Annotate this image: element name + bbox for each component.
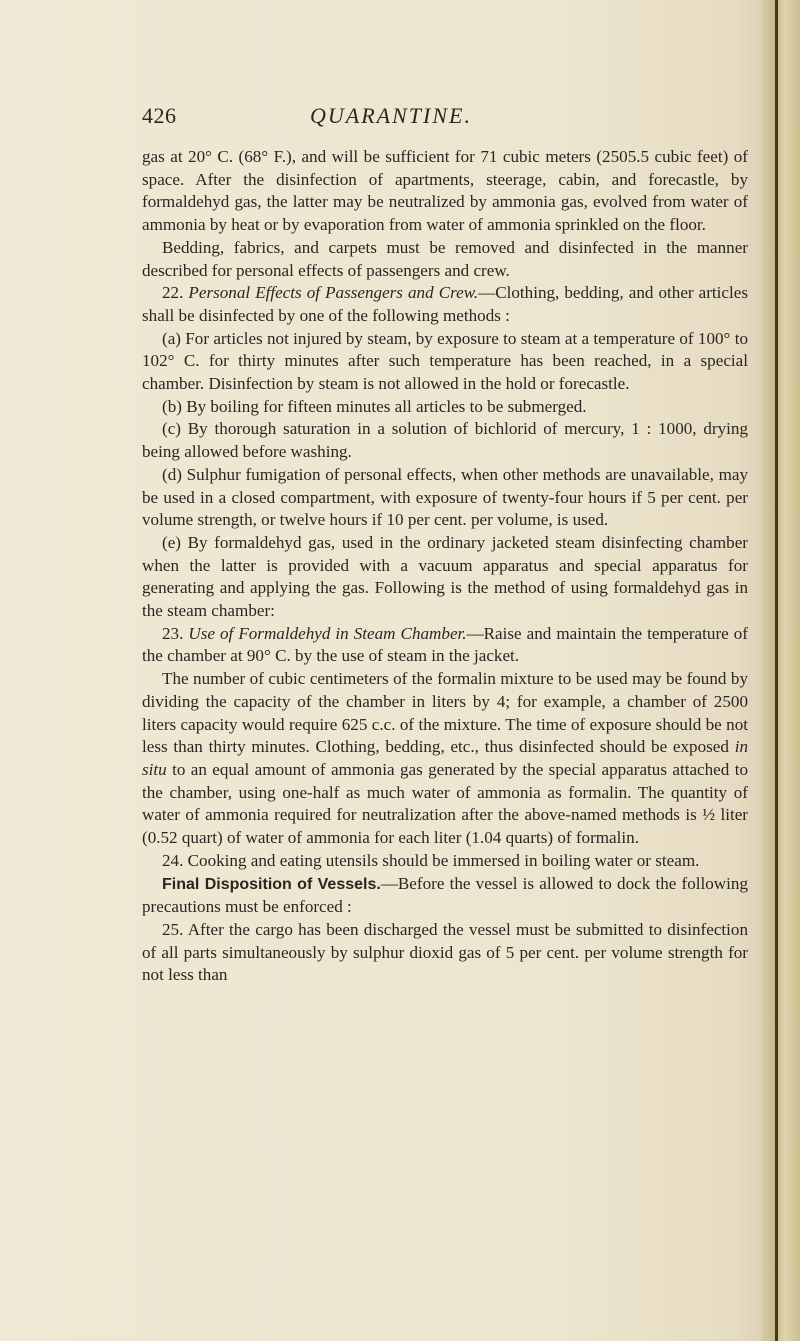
section-25: 25. After the cargo has been discharged the vessel must be submitted to disinfection of all parts simultaneously by sulphur dioxid gas of 5 per cent. per volume strength for not less than bbox=[142, 919, 748, 985]
page-edge-shadow bbox=[775, 0, 778, 1341]
formalin-text-part2: to an equal amount of ammonia gas generated by the special apparatus attached to the chamber, using one-half as much water of ammonia as formalin. The quantity of water of ammonia required for neutralization after the above-named methods is ½ liter (0.52 quart) of water of ammonia for each liter (1.04 quarts) of formalin. bbox=[142, 759, 748, 848]
in-situ-term: in situ bbox=[142, 737, 748, 779]
method-b: (b) By boiling for fifteen minutes all articles to be submerged. bbox=[162, 396, 587, 416]
paragraph-gas-neutralization: gas at 20° C. (68° F.), and will be sufficient for 71 cubic meters (2505.5 cubic feet) of space. After the disinfection of apartments, steerage, cabin, and forecastle, by formaldehyd gas, the latter may be neutralized by ammonia gas, evolved from water of ammonia by heat or by evaporation from water of ammonia sprinkled on the floor. bbox=[142, 147, 748, 235]
section-22-text: —Clothing, bedding, and other articles shall be disinfected by one of the following methods : bbox=[142, 283, 748, 325]
method-c: (c) By thorough saturation in a solution of bichlorid of mercury, 1 : 1000, drying being allowed before washing. bbox=[142, 419, 748, 462]
paragraph-formalin-quantity bbox=[142, 668, 748, 850]
method-a: (a) For articles not injured by steam, by exposure to steam at a temperature of 100° to 102° C. for thirty minutes after such temperature has been reached, in a special chamber. Disinfection by steam is not allowed in the hold or forecastle. bbox=[142, 328, 748, 394]
paragraph-bedding: Bedding, fabrics, and carpets must be removed and disinfected in the manner described for personal effects of passengers and crew. bbox=[142, 237, 748, 280]
section-22-number: 22. bbox=[162, 283, 189, 303]
section-23-title: Use of Formaldehyd in Steam Chamber. bbox=[188, 623, 467, 643]
section-22 bbox=[142, 282, 748, 327]
final-disposition-title: Final Disposition of Vessels. bbox=[162, 875, 381, 893]
final-disposition bbox=[142, 873, 748, 919]
page-edge bbox=[762, 0, 800, 1341]
method-d: (d) Sulphur fumigation of personal effects, when other methods are unavailable, may be used in a closed compartment, with exposure of twenty-four hours if 5 per cent. per volume strength, or twelve hours if 10 per cent. per volume, is used. bbox=[142, 464, 748, 530]
section-24: 24. Cooking and eating utensils should be immersed in boiling water or steam. bbox=[162, 850, 700, 870]
section-22-title: Personal Effects of Passengers and Crew. bbox=[188, 283, 479, 303]
section-23-number: 23. bbox=[162, 623, 189, 643]
method-e: (e) By formaldehyd gas, used in the ordinary jacketed steam disinfecting chamber when the latter is provided with a vacuum apparatus and special apparatus for generating and applying the gas. Following is the method of using formaldehyd gas in the steam chamber: bbox=[142, 532, 748, 621]
running-title: QUARANTINE. bbox=[310, 103, 472, 128]
page-header bbox=[142, 103, 762, 133]
final-disposition-text: —Before the vessel is allowed to dock the following precautions must be enforced : bbox=[142, 873, 748, 917]
formalin-text-part1: The number of cubic centimeters of the formalin mixture to be used may be found by dividing the capacity of the chamber in liters by 4; for example, a chamber of 2500 liters capacity would require 625 c.c. of the mixture. The time of exposure should be not less than thirty minutes. Clothing, bedding, etc., thus disinfected should be exposed bbox=[142, 669, 748, 757]
section-23-text: —Raise and maintain the temperature of the chamber at 90° C. by the use of steam in the jacket. bbox=[142, 623, 748, 666]
page-number: 426 bbox=[142, 103, 177, 128]
body-text bbox=[142, 146, 748, 987]
section-23 bbox=[142, 623, 748, 668]
